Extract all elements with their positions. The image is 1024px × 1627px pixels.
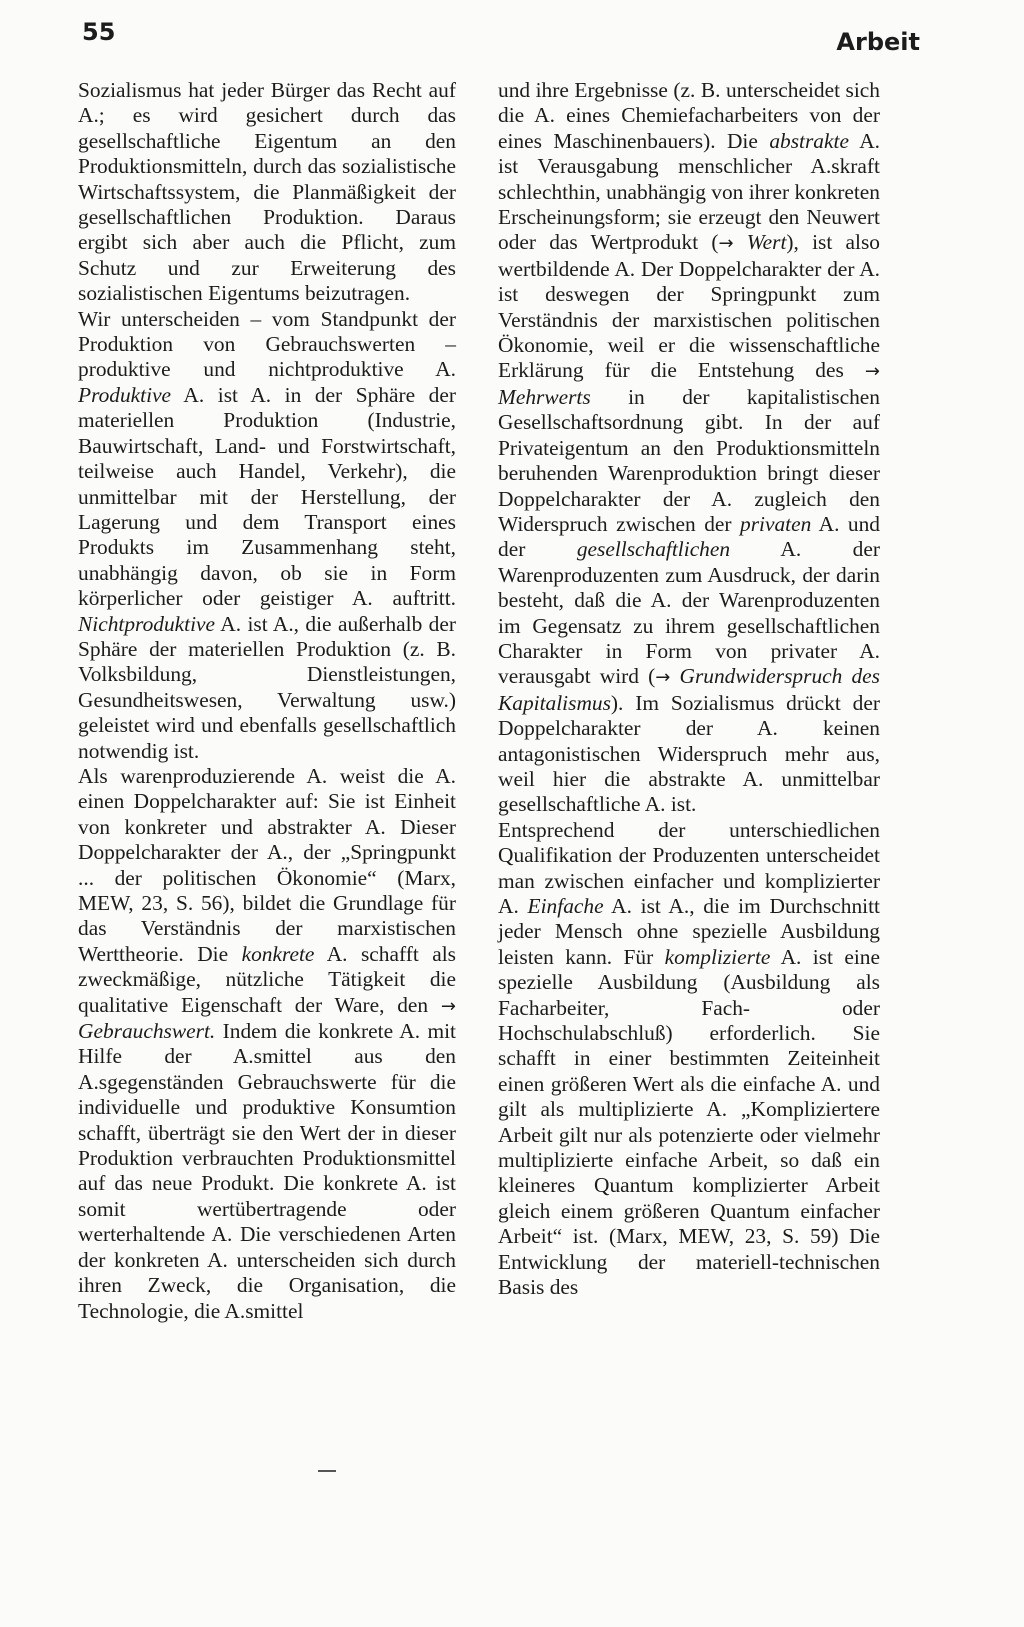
text-run: Entsprechend der unterschiedlichen Qualifikation der Produzenten unterscheidet man zwischen einfacher und komplizierter A. [498, 817, 880, 918]
italic-term: abstrakte [769, 128, 849, 153]
paragraph [78, 764, 456, 1324]
text-run: A. und der [498, 511, 881, 562]
italic-term: Grundwiderspruch des Kapitalismus [498, 664, 880, 715]
text-run [734, 230, 747, 254]
text-column-left [78, 78, 456, 1324]
text-run: in der kapitalistischen Gesellschaftsordnung gibt. In der auf Privateigentum an den Produktionsmitteln beruhenden Warenproduktion bringt dieser Doppelcharakter der A. zugleich den Widerspruch zwischen der [498, 384, 880, 536]
text-run: Wir unterscheiden – vom Standpunkt der Produktion von Gebrauchswerten – produktive und nichtproduktive A. [78, 306, 456, 382]
italic-term: Einfache [527, 894, 604, 918]
italic-term: gesellschaftlichen [576, 537, 731, 562]
text-run: Als warenproduzierende A. weist die A. einen Doppelcharakter auf: Sie ist Einheit von konkreter und abstrakter A. Dieser Doppelcharakter der A., der „Springpunkt ... der politischen Ökonomie“ (Marx, MEW, 23, S. 56), bildet die Grundlage für das Verständnis der marxistischen Werttheorie. Die [78, 763, 456, 966]
italic-term: konkrete [241, 941, 315, 966]
italic-term: Produktive [78, 382, 172, 407]
page-number: 55 [82, 18, 116, 46]
cross-reference-arrow-icon: → [440, 995, 456, 1017]
italic-term: Nichtproduktive [78, 611, 216, 636]
cross-reference-arrow-icon: → [718, 233, 734, 255]
italic-term: komplizierte [664, 944, 771, 969]
text-run: und ihre Ergebnisse (z. B. unterscheidet sich die A. eines Chemiefacharbeiters von der eines Maschinenbauers). Die [498, 78, 880, 153]
cross-reference-arrow-icon: → [655, 667, 671, 689]
text-run: Sozialismus hat jeder Bürger das Recht auf A.; es wird gesichert durch das gesellschaftliche Eigentum an den Produktionsmitteln, durch das sozialistische Wirtschaftssystem, die Planmäßigkeit der gesellschaftlichen Produktion. Daraus ergibt sich aber auch die Pflicht, zum Schutz und zur Erweiterung des sozialistischen Eigentums beizutragen. [78, 78, 456, 306]
running-head: Arbeit [836, 28, 920, 56]
italic-term: Gebrauchswert. [78, 1019, 216, 1044]
text-run: Indem die konkrete A. mit Hilfe der A.smittel aus den A.sgegenständen Gebrauchswerte für die individuelle und produktive Konsumtion schafft, überträgt sie den Wert der in dieser Produktion verbrauchten Produktionsmittel auf das neue Produkt. Die konkrete A. ist somit wertübertragende oder werterhaltende A. Die verschiedenen Arten der konkreten A. unterscheiden sich durch ihren Zweck, die Organisation, die Technologie, die A.smittel [78, 1019, 456, 1323]
paragraph [78, 78, 456, 307]
text-run: A. ist A. in der Sphäre der materiellen Produktion (Industrie, Bauwirtschaft, Land- und Forstwirtschaft, teilweise auch Handel, Verkehr), die unmittelbar mit der Herstellung, der Lagerung und dem Transport eines Produkts im Zusammenhang steht, unabhängig davon, ob sie in Form körperlicher oder geistiger A. auftritt. [78, 382, 456, 611]
text-run: ). Im Sozialismus drückt der Doppelcharakter der A. keinen antagonistischen Widerspruch mehr aus, weil hier die abstrakte A. unmittelbar gesellschaftliche A. ist. [498, 690, 880, 817]
text-run: A. schafft als zweckmäßige, nützliche Tätigkeit die qualitative Eigenschaft der Ware, den [78, 941, 456, 1017]
text-run: ), ist also wertbildende A. Der Doppelcharakter der A. ist deswegen der Springpunkt zum Verständnis der marxistischen politischen Ökonomie, weil er die wissenschaftliche Erklärung für die Entstehung des [498, 230, 880, 383]
text-run: A. ist A., die außerhalb der Sphäre der materiellen Produktion (z. B. Volksbildung, Dienstleistungen, Gesundheitswesen, Verwaltung usw.) geleistet wird und ebenfalls gesellschaftlich notwendig ist. [78, 611, 456, 763]
print-mark [318, 1470, 336, 1472]
paragraph [78, 307, 456, 764]
italic-term: privaten [740, 511, 812, 536]
text-run [670, 664, 679, 688]
paragraph [498, 78, 880, 818]
italic-term: Mehrwerts [498, 384, 591, 409]
cross-reference-arrow-icon: → [864, 361, 880, 383]
text-run: A. ist A., die im Durchschnitt jeder Mensch ohne spezielle Ausbildung leisten kann. Für [498, 894, 880, 969]
text-run: A. der Warenproduzenten zum Ausdruck, der darin besteht, daß die A. der Warenproduzenten im Gegensatz zu ihrem gesellschaftlichen Charakter in Form von privater A. verausgabt wird ( [498, 537, 880, 689]
text-run: A. ist Verausgabung menschlicher A.skraft schlechthin, unabhängig von ihrer konkreten Erscheinungsform; sie erzeugt den Neuwert oder das Wertprodukt ( [498, 128, 880, 255]
text-column-right [498, 78, 880, 1301]
text-run: A. ist eine spezielle Ausbildung (Ausbildung als Facharbeiter, Fach- oder Hochschulabschluß) erforderlich. Sie schafft in einer bestimmten Zeiteinheit einen größeren Wert als die einfache A. und gilt als multiplizierte A. „Kompliziertere Arbeit gilt nur als potenzierte oder vielmehr multiplizierte einfache Arbeit, so daß ein kleineres Quantum komplizierter Arbeit gleich einem größeren Quantum einfacher Arbeit“ ist. (Marx, MEW, 23, S. 59) Die Entwicklung der materiell-technischen Basis des [498, 944, 880, 1300]
italic-term: Wert [746, 230, 787, 255]
paragraph [498, 818, 880, 1301]
